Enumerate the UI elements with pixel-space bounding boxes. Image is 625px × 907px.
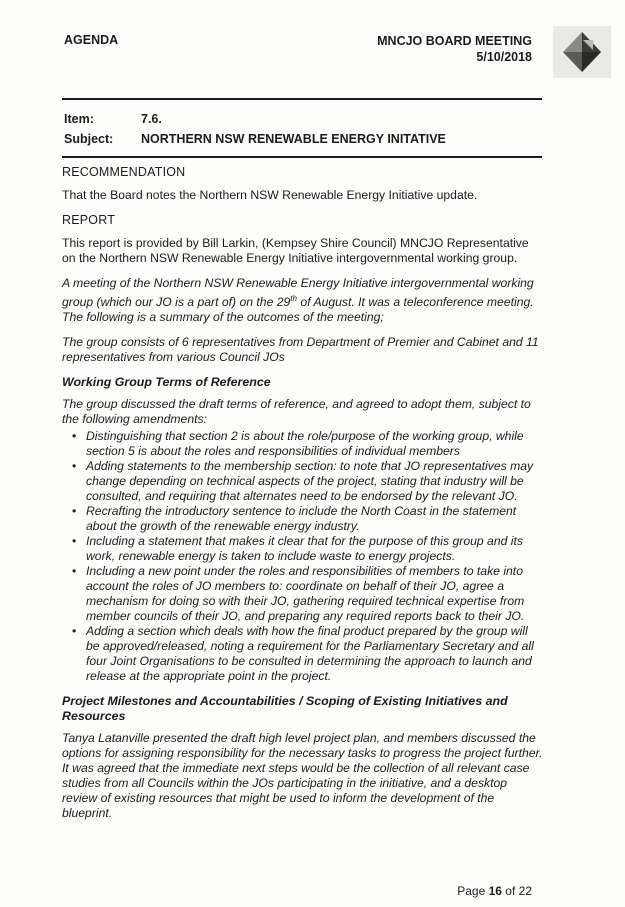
subject-title: NORTHERN NSW RENEWABLE ENERGY INITATIVE — [141, 132, 446, 146]
list-item-text: Recrafting the introductory sentence to include the North Coast in the statement about the growth of the renewable energy industry. — [86, 504, 517, 534]
header-meeting-date: 5/10/2018 — [476, 50, 532, 64]
list-item-text: Including a statement that makes it clear that for the purpose of this group and its work, renewable energy is taken to include waste to energy projects. — [86, 534, 523, 564]
meeting-summary — [62, 276, 544, 325]
header-rule-bottom — [62, 156, 542, 158]
list-item — [72, 459, 544, 504]
list-item — [72, 624, 544, 684]
report-heading: REPORT — [62, 213, 116, 227]
amendments-list — [62, 429, 544, 684]
header-meeting-info — [377, 33, 532, 65]
report-intro: This report is provided by Bill Larkin, (Kempsey Shire Council) MNCJO Representative on the Northern NSW Renewable Energy Initiative intergovernmental working group. — [62, 236, 529, 265]
total-pages: 22 — [518, 884, 532, 898]
list-item — [72, 534, 544, 564]
bullet-icon: • — [72, 429, 77, 444]
page-number — [457, 884, 532, 898]
list-item-text: Adding statements to the membership section: to note that JO representatives may change depending on technical aspects of the project, stating that industry will be consulted, and requiring that alternates need to be endorsed by the relevant JO. — [86, 459, 534, 504]
terms-intro: The group discussed the draft terms of reference, and agreed to adopt them, subject to the following amendments: — [62, 397, 531, 427]
header-rule-top — [62, 98, 542, 100]
list-item-text: Including a new point under the roles and responsibilities of members to take into account the roles of JO members to: coordinate on behalf of their JO, agree a mechanism for doing so with their JO, gathering required technical expertise from member councils of their JO, and preparing any required reports back to their JO. — [86, 564, 525, 624]
bullet-icon: • — [72, 564, 77, 579]
current-page: 16 — [488, 884, 502, 898]
recommendation-text: That the Board notes the Northern NSW Renewable Energy Initiative update. — [62, 188, 478, 202]
list-item — [72, 564, 544, 624]
subject-row — [64, 129, 446, 149]
header-agenda-label: AGENDA — [64, 33, 119, 47]
bullet-icon: • — [72, 459, 77, 474]
meeting-summary-part1: A meeting of the Northern NSW Renewable Energy Initiative intergovernmental working group (which our JO is a part of) on the 29 — [62, 276, 534, 310]
list-item-text: Distinguishing that section 2 is about the role/purpose of the working group, while section 5 is about the roles and responsibilities of individual members — [86, 429, 524, 459]
meeting-summary-part2: of August. It was a teleconference meeting. The following is a summary of the outcomes of the meeting; — [62, 295, 534, 325]
list-item-text: Adding a section which deals with how the final product prepared by the group will be approved/released, noting a requirement for the Parliamentary Secretary and all four Joint Organisations to be consulted in determining the approach to launch and release at the appropriate point in the project. — [86, 624, 534, 684]
of-word: of — [501, 884, 519, 898]
milestones-heading: Project Milestones and Accountabilities / Scoping of Existing Initiatives and Resources — [62, 694, 508, 724]
subject-label: Subject: — [64, 132, 114, 146]
terms-heading: Working Group Terms of Reference — [62, 375, 271, 390]
recommendation-heading: RECOMMENDATION — [62, 165, 186, 179]
item-block — [64, 109, 446, 149]
page-word: Page — [457, 884, 489, 898]
milestones-text: Tanya Latanville presented the draft high level project plan, and members discussed the options for assigning responsibility for the necessary tasks to progress the project further. It was agreed that the immediate next steps would be the collection of all relevant case studies from all Councils within the JOs participating in the initiative, and a desktop review of existing resources that might be used to inform the development of the blueprint. — [62, 731, 543, 821]
report-body — [62, 165, 544, 831]
item-label: Item: — [64, 112, 94, 126]
diamond-logo-icon — [553, 26, 611, 78]
bullet-icon: • — [72, 534, 77, 549]
bullet-icon: • — [72, 504, 77, 519]
list-item — [72, 504, 544, 534]
header-meeting-title: MNCJO BOARD MEETING — [377, 34, 532, 48]
list-item — [72, 429, 544, 459]
item-number: 7.6. — [141, 112, 162, 126]
group-composition: The group consists of 6 representatives from Department of Premier and Cabinet and 11 representatives from various Council JOs — [62, 335, 539, 365]
item-row — [64, 109, 446, 129]
bullet-icon: • — [72, 624, 77, 639]
meeting-date-suffix: th — [290, 294, 297, 303]
